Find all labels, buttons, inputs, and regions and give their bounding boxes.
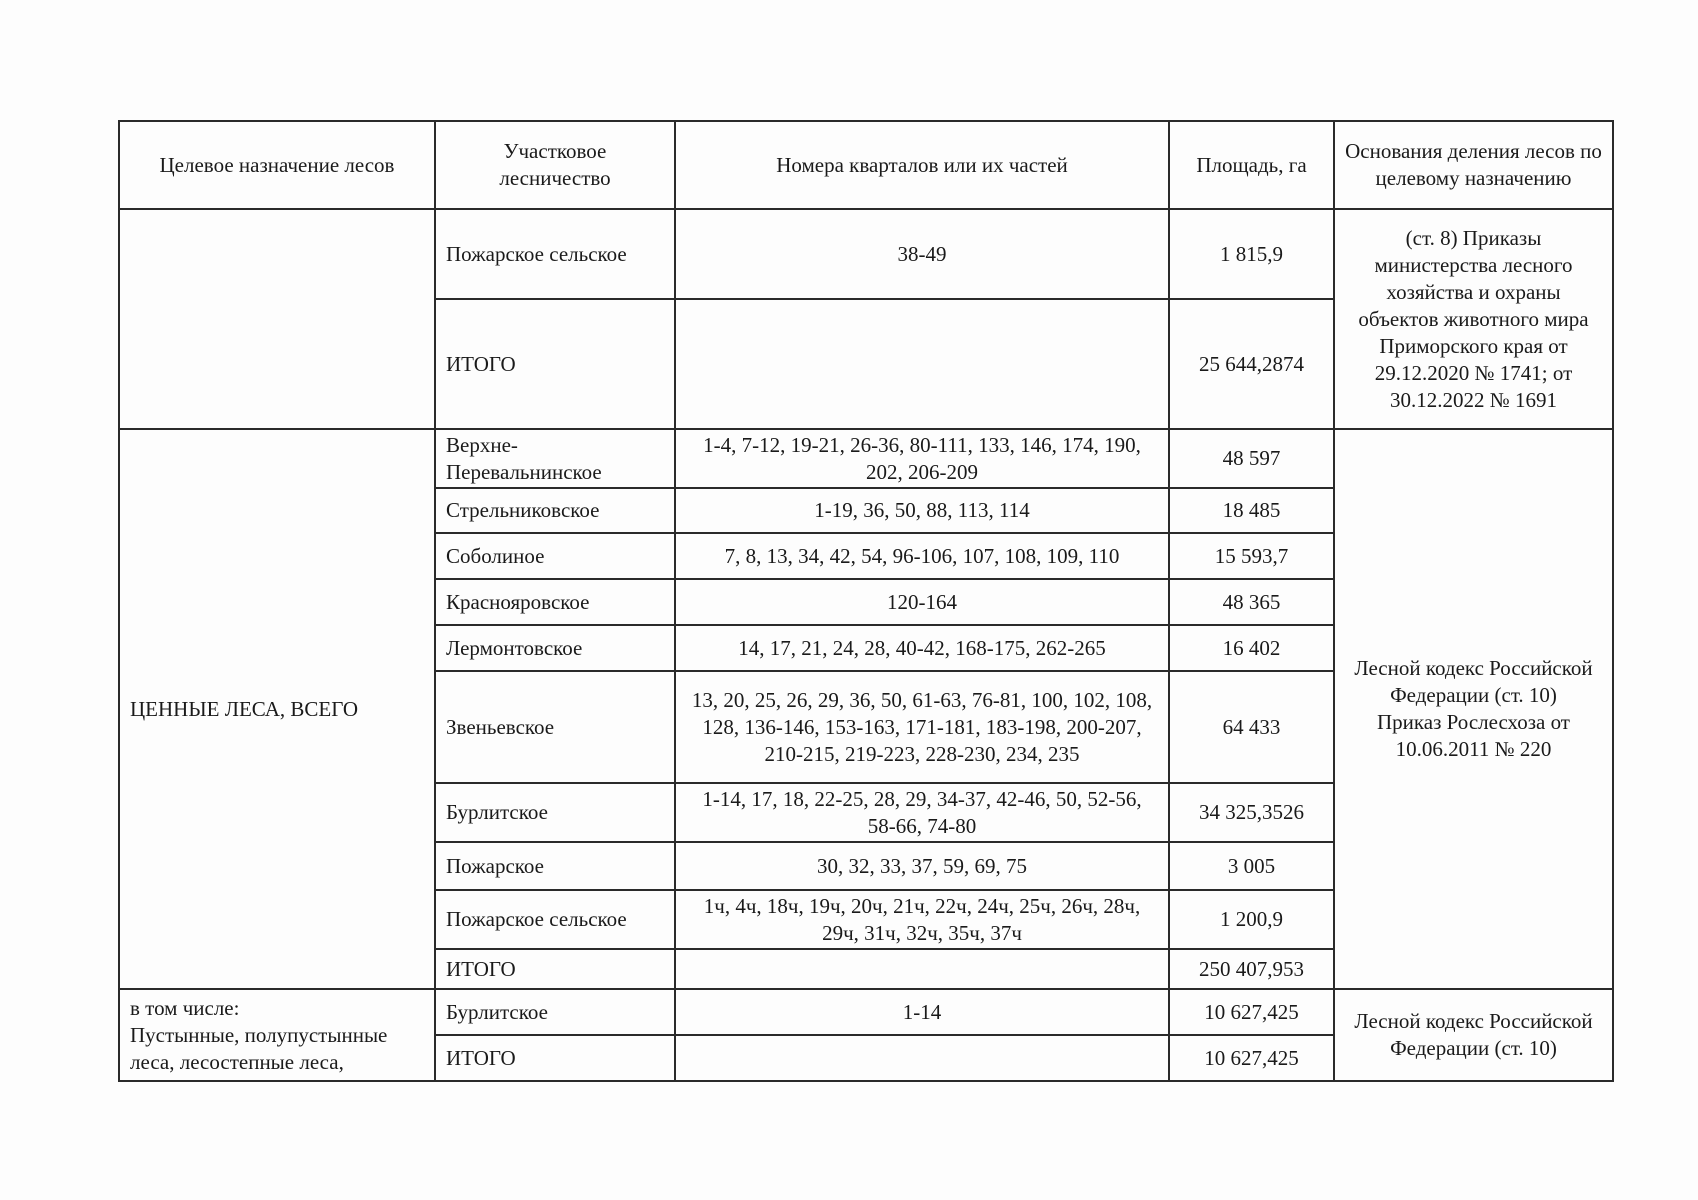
lesnichestvo-cell: Пожарское сельское bbox=[435, 209, 675, 299]
lesnichestvo-cell: Бурлитское bbox=[435, 783, 675, 842]
quarters-cell: 1-14, 17, 18, 22-25, 28, 29, 34-37, 42-46, 50, 52-56, 58-66, 74-80 bbox=[675, 783, 1169, 842]
lesnichestvo-cell: Стрельниковское bbox=[435, 488, 675, 533]
quarters-cell: 1-4, 7-12, 19-21, 26-36, 80-111, 133, 146, 174, 190, 202, 206-209 bbox=[675, 429, 1169, 488]
area-cell: 16 402 bbox=[1169, 625, 1334, 671]
header-purpose: Целевое назначение лесов bbox=[119, 121, 435, 209]
lesnichestvo-cell: Краснояровское bbox=[435, 579, 675, 625]
table-row bbox=[119, 989, 1613, 1035]
area-cell: 18 485 bbox=[1169, 488, 1334, 533]
quarters-cell: 7, 8, 13, 34, 42, 54, 96-106, 107, 108, 109, 110 bbox=[675, 533, 1169, 579]
area-cell: 1 200,9 bbox=[1169, 890, 1334, 949]
header-quarters: Номера кварталов или их частей bbox=[675, 121, 1169, 209]
quarters-cell: 1-14 bbox=[675, 989, 1169, 1035]
area-cell: 48 597 bbox=[1169, 429, 1334, 488]
quarters-cell: 120-164 bbox=[675, 579, 1169, 625]
basis-cell: Лесной кодекс Российской Федерации (ст. 10) bbox=[1334, 989, 1613, 1081]
lesnichestvo-cell: Лермонтовское bbox=[435, 625, 675, 671]
quarters-cell: 13, 20, 25, 26, 29, 36, 50, 61-63, 76-81, 100, 102, 108, 128, 136-146, 153-163, 171-181, 183-198, 200-207, 210-215, 219-223, 228-230, 234, 235 bbox=[675, 671, 1169, 783]
area-cell: 1 815,9 bbox=[1169, 209, 1334, 299]
table-header-row bbox=[119, 121, 1613, 209]
total-label: ИТОГО bbox=[435, 1035, 675, 1081]
total-label: ИТОГО bbox=[435, 299, 675, 429]
total-area: 250 407,953 bbox=[1169, 949, 1334, 989]
basis-text-2: Приказ Рослесхоза от 10.06.2011 № 220 bbox=[1377, 710, 1570, 761]
area-cell: 48 365 bbox=[1169, 579, 1334, 625]
total-area: 25 644,2874 bbox=[1169, 299, 1334, 429]
area-cell: 15 593,7 bbox=[1169, 533, 1334, 579]
purpose-text-1: в том числе: bbox=[130, 995, 240, 1020]
area-cell: 64 433 bbox=[1169, 671, 1334, 783]
lesnichestvo-cell: Бурлитское bbox=[435, 989, 675, 1035]
quarters-cell-empty bbox=[675, 299, 1169, 429]
quarters-cell-empty bbox=[675, 949, 1169, 989]
quarters-cell: 14, 17, 21, 24, 28, 40-42, 168-175, 262-265 bbox=[675, 625, 1169, 671]
quarters-cell: 30, 32, 33, 37, 59, 69, 75 bbox=[675, 842, 1169, 890]
header-basis: Основания деления лесов по целевому назначению bbox=[1334, 121, 1613, 209]
forest-purpose-table bbox=[118, 120, 1614, 1082]
lesnichestvo-cell: Пожарское сельское bbox=[435, 890, 675, 949]
lesnichestvo-cell: Соболиное bbox=[435, 533, 675, 579]
basis-cell bbox=[1334, 429, 1613, 989]
quarters-cell: 1ч, 4ч, 18ч, 19ч, 20ч, 21ч, 22ч, 24ч, 25ч, 26ч, 28ч, 29ч, 31ч, 32ч, 35ч, 37ч bbox=[675, 890, 1169, 949]
purpose-cell-empty bbox=[119, 209, 435, 429]
quarters-cell: 1-19, 36, 50, 88, 113, 114 bbox=[675, 488, 1169, 533]
table-row bbox=[119, 429, 1613, 488]
total-label: ИТОГО bbox=[435, 949, 675, 989]
area-cell: 34 325,3526 bbox=[1169, 783, 1334, 842]
table-row bbox=[119, 209, 1613, 299]
quarters-cell: 38-49 bbox=[675, 209, 1169, 299]
header-area: Площадь, га bbox=[1169, 121, 1334, 209]
area-cell: 10 627,425 bbox=[1169, 989, 1334, 1035]
purpose-cell bbox=[119, 989, 435, 1081]
lesnichestvo-cell: Верхне-Перевальнинское bbox=[435, 429, 675, 488]
basis-text-1: Лесной кодекс Российской Федерации (ст. 10) bbox=[1354, 656, 1593, 707]
quarters-cell-empty bbox=[675, 1035, 1169, 1081]
lesnichestvo-cell: Звеньевское bbox=[435, 671, 675, 783]
basis-cell: (ст. 8) Приказы министерства лесного хозяйства и охраны объектов животного мира Приморского края от 29.12.2020 № 1741; от 30.12.2022 № 1691 bbox=[1334, 209, 1613, 429]
area-cell: 3 005 bbox=[1169, 842, 1334, 890]
lesnichestvo-cell: Пожарское bbox=[435, 842, 675, 890]
purpose-text-2: Пустынные, полупустынные леса, лесостепные леса, bbox=[130, 1022, 388, 1074]
header-lesnichestvo: Участковое лесничество bbox=[435, 121, 675, 209]
total-area: 10 627,425 bbox=[1169, 1035, 1334, 1081]
purpose-cell: ЦЕННЫЕ ЛЕСА, ВСЕГО bbox=[119, 429, 435, 989]
